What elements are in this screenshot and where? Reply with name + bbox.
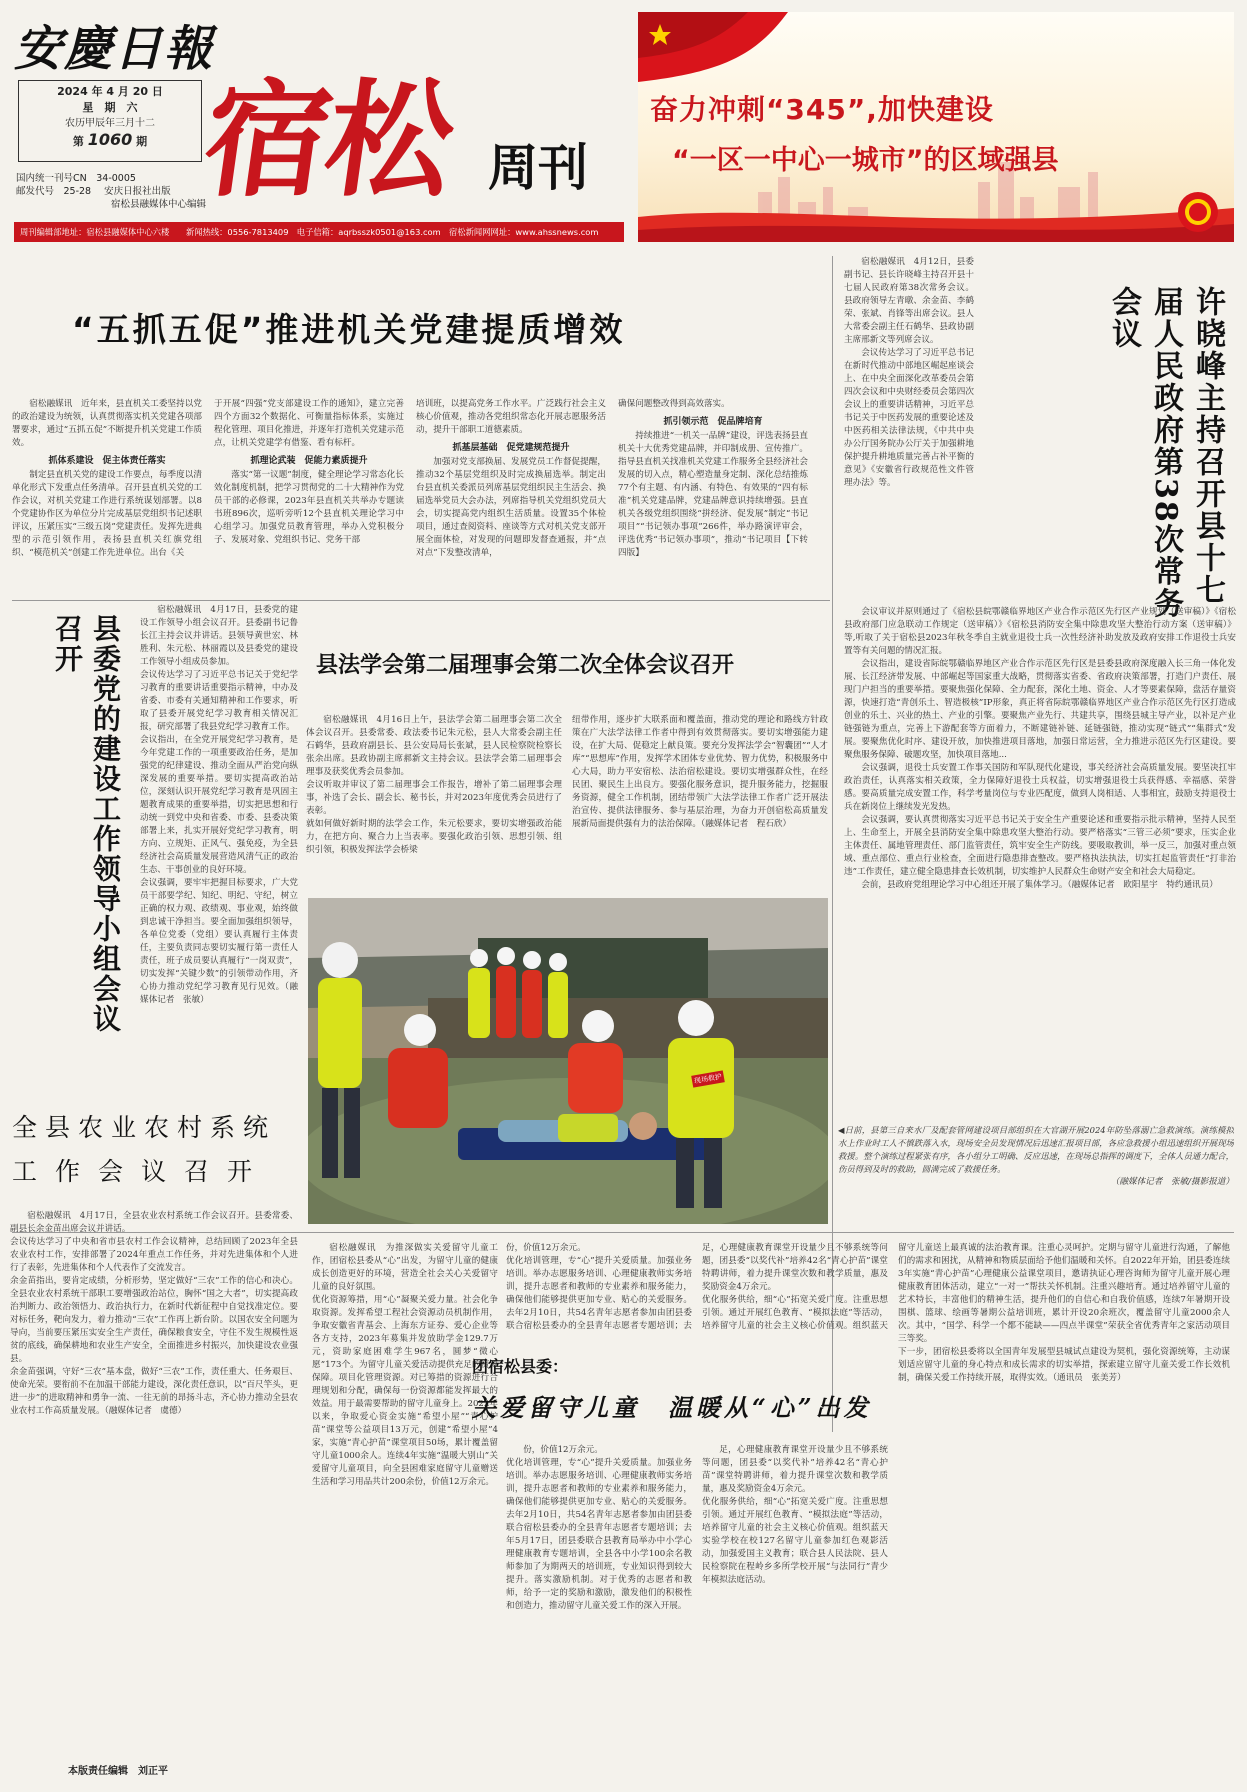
issue-number: 1060: [87, 130, 133, 149]
article6-text-3: 足，心理健康教育课堂开设量少且不够系统等问题，团县委“以奖代补”培养42名“青心护苗”课堂特聘讲师，着力提升课堂次数和教学质量，惠及奖励资金4万余元。 优化服务供给，细“心”拓宽关爱广度。注重思想引领。通过开展红色教育、“模拟法庭”等活动，培养留守儿童的社会主义核心价值观。组织蓝天: [702, 1243, 888, 1331]
article4-text-1: 宿松融媒讯 4月16日上午，县法学会第二届理事会第二次全体会议召开。县委常委、政法委书记朱元松，县人大常委会副主任石鹤华，县政府副县长、县公安局局长张斌，县人民检察院检察长张余出席。县政协副主席郝新文主持会议。县法学会第二届理事会理事及获奖优秀会员参加。 会议听取并审议了第二届理事会工作报告，增补了第二届理事会理事，补选了会长、副会长、秘书长，并对2023年度优秀会员进行了表彰。 就如何做好新时期的法学会工作，朱元松要求，要切实增强政治能力，在把方向、聚合力上当表率。要强化政治引领、思想引领、组织引领，积极发挥法学会桥梁: [306, 715, 562, 855]
article1-col4: [618, 398, 808, 598]
article1-col3-text-b: 加强对党支部换届、发展党员工作督促提醒，推动32个基层党组织及时完成换届选举。制定出台县直机关委派员列席基层党组织民主生活会、换届选举党员大会办法，列席指导机关党组织党员大会，切实提高党内组织生活质量。设置35个体检项目，通过查阅资料、座谈等方式对机关党支部开展全面体检，对发现的问题即发督查通报，并“点对点”下发整改清单，: [416, 457, 606, 558]
issue-suffix: 期: [136, 135, 148, 148]
article1-title: “五抓五促”推进机关党建提质增效: [72, 310, 626, 349]
paper-name-logo: 安慶日報: [14, 21, 215, 77]
article2-text-6: 会议强调，要认真贯彻落实习近平总书记关于安全生产重要论述和重要指示批示精神，坚持人民至上、生命至上，开展全县消防安全集中除患攻坚大整治行动。要严格落实“三管三必须”要求，压实企业主体责任、属地管理责任、部门监管责任，筑牢安全生产防线。要吸取教训，举一反三，加强对重点领域、重点部位、重点行业检查，全面进行隐患排查整改。要严格执法执法，切实扛起监管责任“打非治违”工作责任，建立健全隐患排查长效机制，切实维护人民群众生命财产安全和社会大局稳定。: [844, 815, 1236, 877]
article1-col4-text: 确保问题整改得到高效落实。: [618, 399, 730, 409]
date-box: [18, 80, 202, 162]
article2-title: 许晓峰主持召开县十七届人民政府第38次常务会议: [1106, 286, 1225, 620]
issue-prefix: 第: [72, 135, 84, 148]
vest-label: 现场救护: [691, 1070, 725, 1087]
article4-col2: [572, 714, 828, 889]
article6-title: 关爱留守儿童 温暖从“心”出发: [472, 1393, 872, 1422]
article4-text-2: 纽带作用，逐步扩大联系面和覆盖面，推动党的理论和路线方针政策在广大法学法律工作者中得到有效贯彻落实。要切实增强能力建设，在扩大局、促稳定上献良策。要充分发挥法学会“智囊团”“人才库”“思想库”作用，发挥学术团体专业优势、智力优势，积极服务中心大局，助力平安宿松、法治宿松建设。要切实增强群众性，在经民团、聚民生上出良方。要强化服务意识，提升服务能力，挖掘服务资源，健全工作机制，团结带领广大法学法律工作者广泛开展法治宣传、提供法律服务、参与基层治理，为奋力开创宿松高质量发展新局面提供强有力的法治保障。（融媒体记者 程石欣）: [572, 715, 828, 829]
rescue-drill-photo: [308, 898, 828, 1224]
weekly-title-big: 宿松: [194, 66, 460, 214]
article2-text-3: 会议审议并原则通过了《宿松县皖鄂赣临界地区产业合作示范区先行区产业规划（送审稿）》《宿松县政府部门应急联动工作规定（送审稿）》《宿松县消防安全集中除患攻坚大整治行动方案（送审稿）》等,听取了关于宿松县2023年秋冬季自主就业退役士兵一次性经济补助发放及政府安排工作退役士兵安置等有关问题的情况汇报。: [844, 607, 1236, 656]
article2-text-4: 会议指出，建设省际皖鄂赣临界地区产业合作示范区先行区是县委县政府深度融入长三角一体化发展、长江经济带发展、中部崛起等国家重大战略，贯彻落实省委、省政府决策部署，打造门户责任、展现门户担当的重要举措。要聚焦强化保障、全力配套，深化土地、资金、人才等要素保障，盘活存量资源，快速打造“青创乐土、智造极核”IP形象，真正将省际皖鄂赣临界地区产业合作示范区先行区打造成创业的乐土、兴业的热土、产业的引擎。要聚焦产业先行、共建共享，围绕县城主导产业，以补足产业链强链为重点，完善上下游配套等方面着力，不断建链补链、延链强链，推动实现“链式”“集群式”发展。要聚焦优化时序、建设开放，加快推进项目落地，加强日常运营，全力推进示范区先行区建设。要聚焦服务保障、破题攻坚，加快项目落地...: [844, 659, 1236, 760]
divider-horizontal-1: [12, 600, 830, 601]
article5-text: 宿松融媒讯 4月17日，全县农业农村系统工作会议召开。县委常委、副县长余金苗出席会议并讲话。 会议传达学习了中央和省市县农村工作会议精神，总结回顾了2023年全县农业农村工作，安排部署了2024年重点工作任务，并对先进集体和个人进行了表彰，先进集体和个人代表作了交流发言。 余金苗指出，要肯定成绩，分析形势，坚定做好“三农”工作的信心和决心。全县农业农村系统干部职工要增强政治站位，胸怀“国之大者”，切实提高政治判断力、政治领悟力、政治执行力，在新时代新征程中自觉找准定位。要对标任务，靶向发力，着力推动“三农”工作再上新台阶。以国农安全问题为导向，当前要压紧压实安全生产责任，确保粮食安全，守住不发生规模性返贫的底线，确保耕地和农业生产安全，全面推进乡村振兴，加快建设农业强县。 余金苗强调，守好“三农”基本盘，做好“三农”工作，责任重大、任务艰巨、使命光荣。要衔前不在加温干部能力建设，深化责任意识，以“百尺竿头，更进一步”的进取精神和勇争一流、一往无前的昂扬斗志，齐心协力推动全县农业农村工作高质量发展。（融媒体记者 虞德）: [10, 1211, 298, 1416]
photo-credit: （融媒体记者 张敏/摄影报道）: [1110, 1177, 1234, 1187]
issue-lunar-date: 农历甲辰年三月十二: [65, 118, 155, 129]
article1-col2: [214, 398, 404, 598]
article2-text-7: 会前，县政府党组理论学习中心组还开展了集体学习。（融媒体记者 欧阳星宇 特约通讯员）: [861, 880, 1218, 890]
cn-number: 国内统一刊号CN 34-0005: [16, 173, 136, 184]
issue-weekday: 星 期 六: [82, 101, 138, 114]
article6-text-1: 宿松融媒讯 为推深做实关爱留守儿童工作，团宿松县委从“心”出发，为留守儿童的健康成长创造更好的环境，营造全社会关心关爱留守儿童的良好氛围。 优化资源筹措，用“心”凝聚关爱力量。社会化争取资源。发挥希望工程社会资源动员机制作用，争取安徽省青基会、上海东方证券、爱心企业等各方支持，2023年募集并发放助学金129.7万元，资助家庭困难学生967名，圆梦“微心愿”173个。为留守儿童关爱活动提供充足的资源保障。项目化管理资源。对已筹措的资源进行合理规划和分配，确保每一份资源都能发挥最大的效益。用于最需要帮助的留守儿童身上。2022年以来，争取爱心资金实施“希望小屋”“青心护苗”课堂等公益项目13万元，创建“希望小屋”4家，实施“青心护苗”课堂项目50场，累计覆盖留守儿童1000余人。连续4年实施“温暖大别山”关爱留守儿童项目，向全县困难家庭留守儿童赠送生活和学习用品共计200余份，价值12万余元。: [312, 1243, 498, 1487]
article1-col4-text-b: 持续推进“一机关一品牌”建设，评选表扬县直机关十大优秀党建品牌，并印制成册、宣传推广。指导县直机关找准机关党建工作服务全县经济社会发展的切入点，精心塑造量身定制、深化总结推炼77个有主题、有内涵、有特色、有效果的“四有标准”机关党建品牌，党建品牌意识持续增强。县直机关各级党组织围绕“拼经济、促发展”制定“书记项目”“书记领办事项”266件，举办路演评审会，评选优秀“书记领办事项”，推动“书记项目【下转四版】: [618, 431, 808, 558]
article2-text-2: 会议传达学习了习近平总书记在新时代推动中部地区崛起座谈会上、在中央全面深化改革委员会第四次会议和中央财经委员会第四次会议上的重要讲话精神，习近平总书记关于中医药发展的重要论述及中医药相关法律法规，《中共中央办公厅国务院办公厅关于加强耕地保护提升耕地质量完善占补平衡的意见》《安徽省行政规范性文件管理办法》等。: [844, 348, 974, 488]
article1-col1-text-b: 制定县直机关党的建设工作要点，每季度以清单化形式下发重点任务清单。召开县直机关党的工作会议，对机关党建工作进行系统谋划部署。以8个党建协作区为单位分片完成基层党组织书记述职评议，压紧压实“三级五岗”党建责任。发挥先进典型的示范引领作用，表扬县直机关红旗党组织、“模范机关”创建工作先进单位。出台《关: [12, 470, 202, 558]
article1-subhead-1: 抓体系建设 促主体责任落实: [48, 456, 166, 466]
article6-text-2: 份，价值12万余元。 优化培训管理，专“心”提升关爱质量。加强业务培训。举办志愿服务培训、心理健康教师实务培训，提升志愿者和教师的专业素养和服务能力，确保他们能够提供更加专业、贴心的关爱服务。去年2月10日，共54名青年志愿者参加由团县委联合宿松县委办的全县青年志愿者专题培训；去: [506, 1243, 692, 1331]
article6-col3-lower: [702, 1444, 888, 1744]
weekly-title-small: 周刊: [488, 139, 588, 197]
article3-title: 县委党的建设工作领导小组会议召开: [51, 614, 122, 1034]
article1-col2-text: 于开展“四强”党支部建设工作的通知》，建立完善四个方面32个数据化、可衡量指标体系，实施过程化管理、项目化推进，并逐年打造机关党建示范点，让机关党建学有借鉴、看有标杆。: [214, 399, 404, 448]
article-left-behind-children: [306, 1236, 1236, 1756]
article4-title: 县法学会第二届理事会第二次全体会议召开: [316, 653, 735, 678]
article3-text: 宿松融媒讯 4月17日，县委党的建设工作领导小组会议召开。县委副书记鲁长江主持会议并讲话。县领导黄世宏、林胜利、朱元松、林丽霞以及县委党的建设工作领导小组成员参加。 会议传达学习了习近平总书记关于党纪学习教育的重要讲话重要指示精神，中办及省委、市委有关通知精神和工作要求，听取了县委开展党纪学习教育相关情况汇报，研究部署了我县党纪学习教育工作。 会议指出，在全党开展党纪学习教育，是今年党建工作的一项重要政治任务，是加强党的纪律建设、推动全面从严治党向纵深发展的重要举措。要切实提高政治站位，深刻认识开展党纪学习教育是巩固主题教育成果的重要举措，切实把思想和行动统一到党中央和省委、市委、县委决策部署上来，扎实开展好党纪学习教育，明方向、立规矩、正风气、强免疫，为全县经济社会高质量发展营造风清气正的政治生态、干事创业的良好环境。 会议强调，要牢牢把握目标要求，广大党员干部要学纪、知纪、明纪、守纪，树立正确的权力观、政绩观、事业观，始终做到忠诚干净担当。要全面加强组织领导，各单位党委（党组）要认真履行主体责任，主要负责同志要切实履行第一责任人责任，班子成员要认真履行“一岗双责”，切实发挥“关键少数”的引领带动作用，齐心协力推动党纪学习教育见行见效。（融媒体记者 张敏）: [140, 605, 298, 1005]
article1-subhead-3: 抓基层基础 促党建规范提升: [452, 443, 570, 453]
article6-col2-lower: [506, 1444, 692, 1744]
banner-line-1: 奋力冲刺“345”,加快建设: [650, 93, 994, 126]
article6-col4: [898, 1242, 1230, 1742]
article6-col1: [312, 1242, 498, 1542]
article-law-society: [306, 604, 830, 894]
article6-col3: [702, 1242, 888, 1332]
article1-subhead-4: 抓引领示范 促品牌培育: [663, 417, 763, 427]
article2-text-1: 宿松融媒讯 4月12日，县委副书记、县长许晓峰主持召开县十七届人民政府第38次常务会议。县政府领导左青暾、余金苗、李鹤荣、张斌、肖锋等出席会议。县人大常委会副主任石鹤华、县政协副主席邢新文等列席会议。: [844, 257, 974, 345]
article-party-building: [0, 280, 830, 600]
article1-col3-text: 培训班，以提高党务工作水平。广泛践行社会主义核心价值观，推动各党组织常态化开展志愿服务活动，提升干部职工道德素质。: [416, 399, 606, 435]
article1-col1-text: 宿松融媒讯 近年来，县直机关工委坚持以党的政治建设为统领，认真贯彻落实机关党建各项部署要求，通过“五抓五促”不断提升机关党建工作质效。: [12, 399, 202, 448]
masthead: [0, 0, 1247, 280]
article6-text-2b: 份，价值12万余元。 优化培训管理，专“心”提升关爱质量。加强业务培训。举办志愿服务培训、心理健康教师实务培训，提升志愿者和教师的专业素养和服务能力，确保他们能够提供更加专业、贴心的关爱服务。去年2月10日，共54名青年志愿者参加由团县委联合宿松县委办的全县青年志愿者专题培训；去年5月17日，团县委联合县教育局举办中小学心理健康教育专题培训，全县各中小学100余名教师参加了为期两天的培训班，专业知识得到较大提升。落实激励机制。对于优秀的志愿者和教师，给予一定的奖励和激励，激发他们的积极性和创造力，推动留守儿童关爱工作的深入开展。: [506, 1445, 692, 1611]
publisher: 安庆日报社出版: [104, 186, 171, 197]
address-bar: 周刊编辑部地址：宿松县融媒体中心六楼 新闻热线：0556-7813409 电子信箱：aqrbsszk0501@163.com 宿松新闻网网址：www.ahssnews.com: [14, 222, 624, 242]
article2-top-text: [844, 256, 974, 606]
article1-col3: [416, 398, 606, 598]
article2-text-5: 会议强调，退役士兵安置工作事关国防和军队现代化建设，事关经济社会高质量发展。要坚决扛牢政治责任，认真落实相关政策，全力保障好退役士兵权益，切实增强退役士兵获得感、幸福感、荣誉感。要高质量完成安置工作，科学考量岗位与专业匹配度，做到人岗相适、人事相宜，鼓励支持退役士兵在新岗位上继续发光发热。: [844, 763, 1236, 812]
issue-date: 2024 年 4 月 20 日: [57, 85, 163, 98]
article-agriculture-meeting: [0, 1086, 300, 1786]
article5-title-line1: 全县农业农村系统: [12, 1113, 277, 1142]
article5-title-line2: 工作会议召开: [12, 1157, 271, 1186]
banner-line-2: “一区一中心一城市”的区域强县: [672, 145, 1059, 176]
editor-unit: 宿松县融媒体中心编辑: [111, 199, 207, 210]
slogan-banner: [638, 12, 1234, 242]
article6-text-3b: 足，心理健康教育课堂开设量少且不够系统等问题，团县委“以奖代补”培养42名“青心护苗”课堂特聘讲师，着力提升课堂次数和教学质量，惠及奖励资金4万余元。 优化服务供给，细“心”拓宽关爱广度。注重思想引领。通过开展红色教育、“模拟法庭”等活动，培养留守儿童的社会主义核心价值观。组织蓝天实验学校在校127名留守儿童参加红色观影活动，加强爱国主义教育；联合县人民法院、县人民检察院在程岭乡多所学校开展“与法同行”青少年模拟法庭活动。: [702, 1445, 888, 1585]
article1-subhead-2: 抓理论武装 促能力素质提升: [250, 456, 368, 466]
article1-col1: [12, 398, 202, 598]
article1-col2-text-b: 落实“第一议题”制度，健全理论学习常态化长效化制度机制，把学习贯彻党的二十大精神作为党员干部的必修课，2023年县直机关共举办专题读书班896次，巡听旁听12个县直机关理论学习中心组学习。加强党员教育管理，举办入党积极分子、发展对象、党组织书记、党务干部: [214, 470, 404, 545]
postal-code: 邮发代号 25-28: [16, 186, 92, 197]
article-party-leading-group: [0, 604, 300, 1080]
article6-label: 团宿松县委：: [472, 1357, 569, 1376]
footer-editor: 本版责任编辑 刘正平: [68, 1766, 168, 1777]
article4-col1: [306, 714, 562, 889]
article6-col2: [506, 1242, 692, 1332]
article5-body: [10, 1210, 298, 1636]
article6-text-4: 留守儿童送上最真诚的法治教育课。注重心灵呵护。定期与留守儿童进行沟通，了解他们的需求和困扰，从精神和物质层面给予他们温暖和关怀。自2022年开始，团县委连续3年实施“青心护苗”心理健康公益课堂项目，邀请执证心理咨询师为留守儿童开展心理健康教育团体活动，建立“一对一”帮扶关怀机制。注重兴趣培育。通过培养留守儿童的艺术特长，丰富他们的精神生活，提升他们的自信心和自我价值感，连续7年暑期开设围棋、篮球、绘画等暑期公益培训班，累计开设20余班次，覆盖留守儿童2000余人次。其中，“国学、科学一个都不能缺——四点半课堂”荣获全省优秀青年之家活动项目三等奖。 下一步，团宿松县委将以全国青年发展型县城试点建设为契机，强化资源统筹，主动谋划适应留守儿童的身心特点和成长需求的切实举措，探索建立留守儿童关爱工作长效机制，确保关爱工作持续开展，取得实效。（通讯员 张美芳）: [898, 1243, 1230, 1383]
photo-illustration: [308, 898, 828, 1224]
photo-caption-box: [838, 1124, 1234, 1234]
article3-body: [140, 604, 298, 1074]
photo-caption: ◀日前，县第三自来水厂及配套管网建设项目部组织在大官湖开展2024年防坠落溺亡急救演练。演练模拟水上作业时工人不慎跌落入水，现场安全员发现情况后迅速汇报项目部，各应急救援小组迅速组织开展现场救援。整个演练过程紧张有序，各小组分工明确、反应迅速，在现场总指挥的调度下，全体人员通力配合，伤员得到及时的救助，圆满完成了救援任务。: [838, 1125, 1234, 1174]
issue-number-line: [19, 132, 201, 150]
